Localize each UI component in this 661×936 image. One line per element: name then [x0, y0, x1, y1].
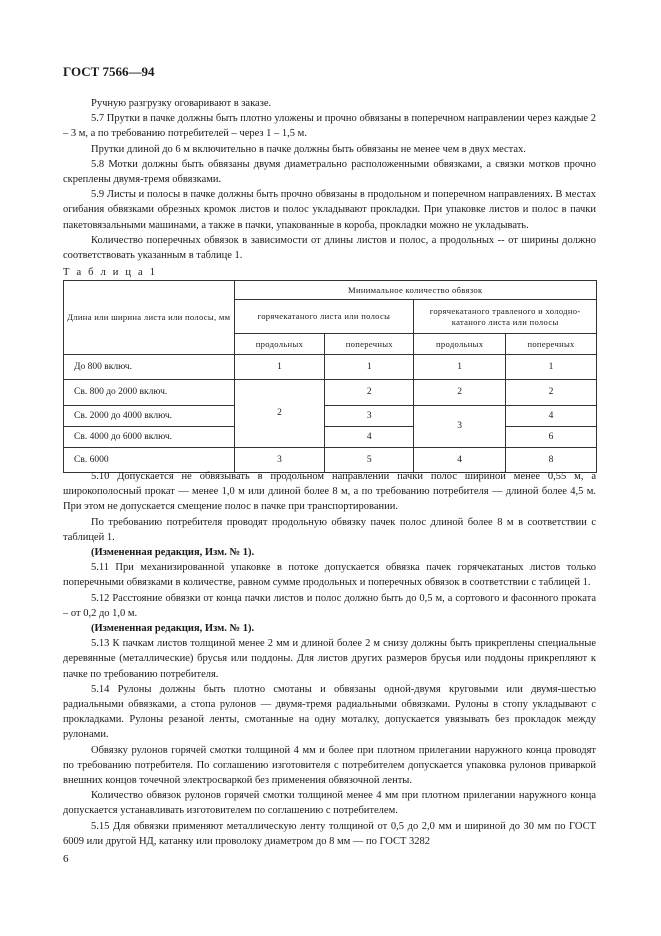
paragraph: 5.12 Расстояние обвязки от конца пачки листов и полос должно быть до 0,5 м, а сортового и фасонного проката – от 0,2 до 1,0 м. [63, 592, 596, 619]
col-header-dimension: Длина или ширина листа или полосы, мм [64, 281, 235, 355]
paragraph: 5.9 Листы и полосы в пачке должны быть прочно обвязаны в продольном и поперечном направлениях. В местах огибания обвязками обрезных кромок листов и полос укладывают прокладки. При упаковке листов и полос в пачки пакетовязальными машинами, а также в пачки, упакованные в короба, прокладки можно не укладывать. [63, 189, 596, 231]
cell-hot-cross: 4 [325, 427, 414, 448]
paragraph: Количество поперечных обвязок в зависимости от длины листов и полос, а продольных -- от ширины должно соответствовать указанным в таблице 1. [63, 234, 596, 262]
cell-hot-long: 3 [234, 448, 325, 473]
body-text-bottom [63, 469, 596, 849]
header-transverse: поперечных [506, 334, 597, 355]
row-label: Св. 2000 до 4000 включ. [64, 406, 235, 427]
paragraph: 5.11 При механизированной упаковке в потоке допускается обвязка пачек горячекатаных листов только поперечными обвязками в количестве, равном сумме продольных и поперечных обвязок в соответствии с таблицей 1. [63, 562, 596, 589]
cell-cold-cross: 6 [506, 427, 597, 448]
row-label: Св. 6000 [64, 448, 235, 473]
subheader-hot-rolled: горячекатаного листа или полосы [234, 300, 414, 334]
cell-hot-long: 1 [234, 355, 325, 380]
table-row [64, 380, 597, 406]
cell-hot-cross: 5 [325, 448, 414, 473]
cell-cold-long-merged: 3 [414, 406, 506, 448]
paragraph: 5.15 Для обвязки применяют металлическую ленту толщиной от 0,5 до 2,0 мм и шириной до 30 мм по ГОСТ 6009 или другой НД, катанку или проволоку диаметром до 8 мм — по ГОСТ 3282 [63, 820, 596, 847]
paragraph: Ручную разгрузку оговаривают в заказе. [91, 98, 272, 109]
table-caption: Т а б л и ц а 1 [63, 267, 158, 278]
cell-cold-cross: 2 [506, 380, 597, 406]
paragraph: 5.8 Мотки должны быть обвязаны двумя диаметрально расположенными обвязками, а связки мотков прочно скреплены двумя-тремя обвязками. [63, 158, 596, 186]
paragraph: 5.7 Прутки в пачке должны быть плотно уложены и прочно обвязаны в поперечном направлении через каждые 2 – 3 м, а по требованию потребителей – через 1 – 1,5 м. [63, 113, 596, 140]
header-transverse: поперечных [325, 334, 414, 355]
paragraph: Обвязку рулонов горячей смотки толщиной 4 мм и более при плотном прилегании наружного конца проводят по требованию потребителя. По соглашению изготовителя с потребителем допускается упаковка рулонов приваркой внешних концов точечной электросваркой без применения обвязочной ленты. [63, 744, 596, 787]
table-row [64, 355, 597, 380]
paragraph: 5.13 К пачкам листов толщиной менее 2 мм и длиной более 2 м снизу должны быть прикреплены специальные деревянные (металлические) брусья или поддоны. Для листов других размеров брусья или поддоны прикрепляют к пачке по требованию потребителя. [63, 638, 596, 680]
table-row [64, 406, 597, 427]
body-text-top [63, 96, 596, 263]
header-longitudinal: продольных [414, 334, 506, 355]
cell-cold-long: 2 [414, 380, 506, 406]
amendment-note: (Измененная редакция, Изм. № 1). [91, 623, 255, 635]
row-label: До 800 включ. [64, 355, 235, 380]
paragraph: Прутки длиной до 6 м включительно в пачке должны быть обвязаны не менее чем в двух местах. [91, 143, 526, 155]
cell-hot-cross: 1 [325, 355, 414, 380]
cell-hot-cross: 2 [325, 380, 414, 406]
row-label: Св. 4000 до 6000 включ. [64, 427, 235, 448]
amendment-note: (Измененная редакция, Изм. № 1). [91, 547, 255, 559]
row-label: Св. 800 до 2000 включ. [64, 380, 235, 406]
page-number: 6 [63, 853, 69, 865]
subheader-cold-rolled: горячекатаного травленого и холодно-катаного листа или полосы [414, 300, 597, 334]
cell-cold-cross: 4 [506, 406, 597, 427]
paragraph: 5.10 Допускается не обвязывать в продольном направлении пачки полос шириной менее 0,55 м, а широкополосный прокат — менее 1,0 м или длиной более 8 м, а по требованию потребителя — длиной более 4,5 м. При этом не допускается смещение полос в пачке при транспортировании. [63, 471, 596, 513]
paragraph: Количество обвязок рулонов горячей смотки толщиной менее 4 мм при плотном прилегании наружного конца допускается устанавливать изготовителем по соглашению с потребителем. [63, 790, 596, 817]
cell-cold-long: 4 [414, 448, 506, 473]
cell-cold-cross: 8 [506, 448, 597, 473]
cell-hot-long-merged: 2 [234, 380, 325, 448]
cell-cold-cross: 1 [506, 355, 597, 380]
paragraph: 5.14 Рулоны должны быть плотно смотаны и обвязаны одной-двумя круговыми или двумя-шестью радиальными обвязками, а стопа рулонов — двумя-тремя радиальными обвязками. Рулоны в стопу укладывают с прокладками. Рулоны резаной ленты, смотанные на одну моталку, допускается увязывать без прокладок между рулонами. [63, 683, 596, 741]
paragraph: По требованию потребителя проводят продольную обвязку пачек полос длиной более 8 м в соответствии с таблицей 1. [63, 516, 596, 543]
cell-hot-cross: 3 [325, 406, 414, 427]
bindings-table [63, 280, 597, 473]
document-header: ГОСТ 7566—94 [63, 64, 155, 79]
table-row [64, 427, 597, 448]
header-longitudinal: продольных [234, 334, 325, 355]
cell-cold-long: 1 [414, 355, 506, 380]
group-header-bindings: Минимальное количество обвязок [234, 281, 596, 300]
